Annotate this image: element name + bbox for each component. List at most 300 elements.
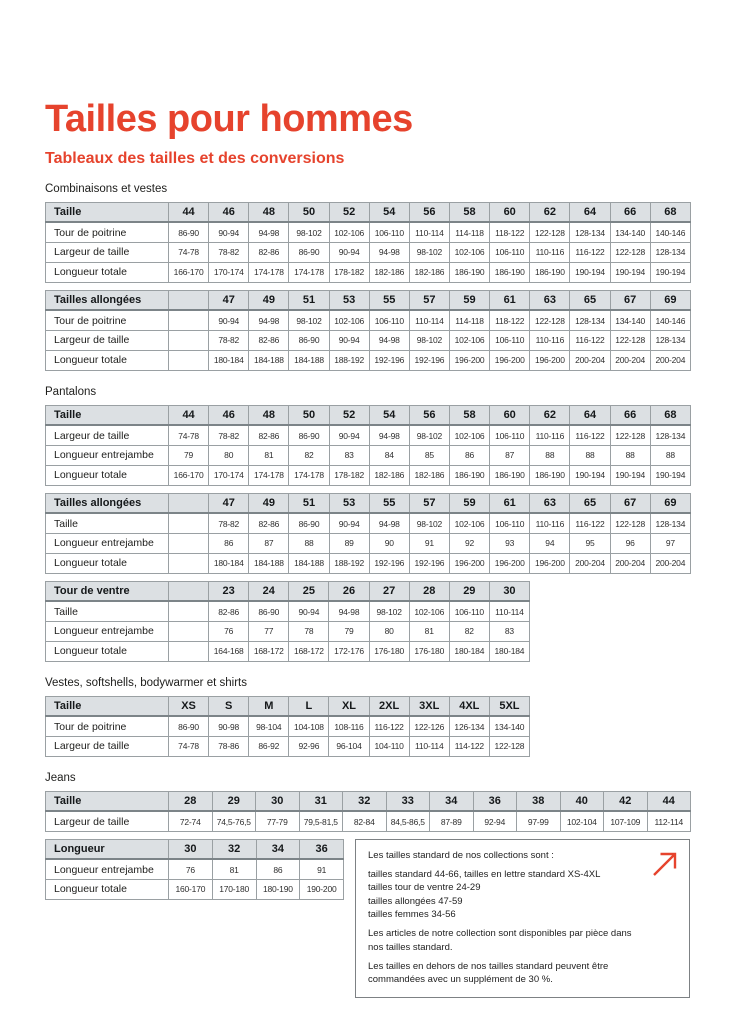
table-title-cell: Taille (46, 791, 169, 811)
value-cell: 78-82 (209, 425, 249, 445)
value-cell: 94-98 (369, 242, 409, 262)
size-header-cell: 55 (369, 493, 409, 513)
size-header-cell (169, 493, 209, 513)
header-row (46, 202, 691, 222)
bottom-row (45, 839, 691, 998)
value-cell: 190-200 (300, 879, 344, 899)
value-cell (169, 641, 209, 661)
size-header-cell: XS (169, 696, 209, 716)
value-cell: 94-98 (249, 310, 289, 330)
header-row (46, 290, 691, 310)
size-header-cell: 68 (650, 405, 690, 425)
size-header-cell: 58 (449, 405, 489, 425)
value-cell: 86-90 (289, 425, 329, 445)
size-header-cell: 56 (409, 202, 449, 222)
value-cell: 96-104 (329, 736, 369, 756)
table-row (46, 716, 530, 736)
table-combinaisons-standard (45, 202, 691, 283)
value-cell: 82-86 (249, 242, 289, 262)
value-cell: 126-134 (449, 716, 489, 736)
value-cell: 186-190 (449, 262, 489, 282)
value-cell: 90-94 (329, 330, 369, 350)
value-cell: 184-188 (289, 553, 329, 573)
value-cell: 180-184 (489, 641, 529, 661)
value-cell: 140-146 (650, 310, 690, 330)
value-cell: 176-180 (369, 641, 409, 661)
table-row (46, 811, 691, 831)
size-header-cell: 24 (249, 581, 289, 601)
value-cell: 190-194 (650, 262, 690, 282)
value-cell: 186-190 (530, 465, 570, 485)
table-title-cell: Tailles allongées (46, 493, 169, 513)
value-cell: 182-186 (409, 465, 449, 485)
size-header-cell: 63 (530, 290, 570, 310)
value-cell (169, 350, 209, 370)
value-cell: 86-90 (289, 242, 329, 262)
table-vestes-lettres (45, 696, 530, 757)
size-header-cell: 42 (604, 791, 648, 811)
size-header-cell: 34 (430, 791, 474, 811)
note-availability: Les articles de notre collection sont disponibles par pièce dans nos tailles standard. (368, 928, 632, 953)
value-cell: 106-110 (490, 513, 530, 533)
size-header-cell: 23 (209, 581, 249, 601)
value-cell: 88 (570, 445, 610, 465)
size-header-cell: 52 (329, 202, 369, 222)
value-cell: 74-78 (169, 425, 209, 445)
size-header-cell: S (209, 696, 249, 716)
value-cell: 102-106 (329, 222, 369, 242)
value-cell: 78-86 (209, 736, 249, 756)
table-row (46, 859, 344, 879)
value-cell: 184-188 (289, 350, 329, 370)
note-size-list (368, 868, 677, 921)
size-header-cell: 60 (490, 202, 530, 222)
size-header-cell: 66 (610, 405, 650, 425)
value-cell: 74,5-76,5 (212, 811, 256, 831)
size-header-cell: 62 (530, 405, 570, 425)
table-row (46, 330, 691, 350)
value-cell: 77-79 (256, 811, 300, 831)
value-cell: 90-94 (209, 222, 249, 242)
value-cell: 134-140 (610, 310, 650, 330)
row-label-cell: Largeur de taille (46, 811, 169, 831)
value-cell: 114-118 (449, 222, 489, 242)
value-cell: 92 (449, 533, 489, 553)
value-cell: 86-90 (289, 330, 329, 350)
value-cell: 190-194 (570, 262, 610, 282)
size-header-cell: 53 (329, 493, 369, 513)
size-header-cell: 55 (369, 290, 409, 310)
size-header-cell: 69 (650, 290, 690, 310)
value-cell: 128-134 (650, 242, 690, 262)
value-cell: 72-74 (169, 811, 213, 831)
table-row (46, 222, 691, 242)
value-cell: 186-190 (490, 262, 530, 282)
value-cell: 86-90 (249, 601, 289, 621)
value-cell: 81 (249, 445, 289, 465)
value-cell: 168-172 (249, 641, 289, 661)
value-cell: 196-200 (530, 350, 570, 370)
page-subtitle: Tableaux des tailles et des conversions (45, 149, 345, 167)
value-cell: 102-106 (449, 242, 489, 262)
value-cell: 94-98 (329, 601, 369, 621)
size-header-cell: 48 (249, 202, 289, 222)
size-header-cell: 4XL (449, 696, 489, 716)
value-cell: 110-116 (530, 513, 570, 533)
value-cell: 81 (212, 859, 256, 879)
size-header-cell: 28 (409, 581, 449, 601)
value-cell: 180-184 (449, 641, 489, 661)
table-row (46, 601, 530, 621)
size-header-cell: M (249, 696, 289, 716)
value-cell: 186-190 (449, 465, 489, 485)
value-cell: 102-106 (409, 601, 449, 621)
value-cell: 86-90 (289, 513, 329, 533)
value-cell: 76 (169, 859, 213, 879)
size-header-cell: 56 (409, 405, 449, 425)
value-cell: 178-182 (329, 262, 369, 282)
value-cell: 83 (489, 621, 529, 641)
size-header-cell: 29 (212, 791, 256, 811)
value-cell: 86 (449, 445, 489, 465)
row-label-cell: Largeur de taille (46, 425, 169, 445)
value-cell: 82 (289, 445, 329, 465)
value-cell: 110-116 (530, 330, 570, 350)
value-cell: 98-102 (409, 425, 449, 445)
value-cell: 200-204 (570, 350, 610, 370)
standard-sizes-note (355, 839, 690, 998)
value-cell: 196-200 (449, 553, 489, 573)
value-cell: 82-86 (249, 513, 289, 533)
value-cell: 82-86 (249, 330, 289, 350)
value-cell: 192-196 (369, 553, 409, 573)
value-cell: 166-170 (169, 465, 209, 485)
value-cell: 128-134 (650, 330, 690, 350)
value-cell: 106-110 (490, 425, 530, 445)
size-header-cell: XL (329, 696, 369, 716)
value-cell: 82-86 (209, 601, 249, 621)
value-cell: 196-200 (490, 350, 530, 370)
value-cell: 91 (409, 533, 449, 553)
value-cell: 90-98 (209, 716, 249, 736)
size-header-cell: 32 (212, 839, 256, 859)
value-cell: 90-94 (289, 601, 329, 621)
value-cell: 90-94 (329, 425, 369, 445)
size-header-cell: 2XL (369, 696, 409, 716)
table-title-cell: Taille (46, 202, 169, 222)
table-pantalons-allongees (45, 493, 691, 574)
size-header-cell: 59 (449, 493, 489, 513)
value-cell: 94 (530, 533, 570, 553)
value-cell: 90 (369, 533, 409, 553)
value-cell: 186-190 (490, 465, 530, 485)
value-cell: 94-98 (369, 513, 409, 533)
value-cell: 122-128 (610, 513, 650, 533)
size-header-cell: 30 (489, 581, 529, 601)
value-cell: 200-204 (650, 553, 690, 573)
value-cell: 96 (610, 533, 650, 553)
section-heading-combinaisons: Combinaisons et vestes (45, 182, 168, 195)
size-header-cell: 67 (610, 290, 650, 310)
size-header-cell: 54 (369, 202, 409, 222)
value-cell: 87-89 (430, 811, 474, 831)
note-line: tailles femmes 34-56 (368, 909, 456, 921)
value-cell: 174-178 (249, 262, 289, 282)
value-cell: 77 (249, 621, 289, 641)
row-label-cell: Taille (46, 601, 169, 621)
note-surcharge: Les tailles en dehors de nos tailles standard peuvent être commandées avec un supplément de 30 %. (368, 960, 609, 986)
note-line: tailles allongées 47-59 (368, 895, 463, 907)
value-cell: 200-204 (570, 553, 610, 573)
row-label-cell: Largeur de taille (46, 242, 169, 262)
value-cell: 88 (289, 533, 329, 553)
value-cell: 86 (209, 533, 249, 553)
size-header-cell: 33 (386, 791, 430, 811)
value-cell: 74-78 (169, 242, 209, 262)
value-cell: 116-122 (570, 425, 610, 445)
value-cell: 122-128 (489, 736, 529, 756)
table-title-cell: Taille (46, 696, 169, 716)
table-row (46, 425, 691, 445)
value-cell: 180-184 (209, 350, 249, 370)
size-header-cell: L (289, 696, 329, 716)
size-header-cell: 51 (289, 493, 329, 513)
value-cell: 128-134 (570, 310, 610, 330)
value-cell: 166-170 (169, 262, 209, 282)
value-cell: 122-128 (530, 222, 570, 242)
table-row (46, 879, 344, 899)
value-cell: 128-134 (650, 513, 690, 533)
size-header-cell: 46 (209, 202, 249, 222)
size-header-cell: 27 (369, 581, 409, 601)
size-header-cell: 65 (570, 493, 610, 513)
value-cell: 176-180 (409, 641, 449, 661)
size-header-cell: 29 (449, 581, 489, 601)
value-cell: 88 (650, 445, 690, 465)
value-cell: 102-104 (560, 811, 604, 831)
value-cell: 87 (490, 445, 530, 465)
value-cell: 190-194 (610, 262, 650, 282)
value-cell: 116-122 (570, 242, 610, 262)
value-cell: 110-114 (409, 310, 449, 330)
size-header-cell: 47 (209, 290, 249, 310)
size-header-cell: 49 (249, 493, 289, 513)
value-cell: 95 (570, 533, 610, 553)
value-cell: 182-186 (369, 465, 409, 485)
size-header-cell: 30 (169, 839, 213, 859)
value-cell: 98-102 (409, 513, 449, 533)
value-cell: 98-102 (289, 310, 329, 330)
value-cell: 164-168 (209, 641, 249, 661)
value-cell: 172-176 (329, 641, 369, 661)
value-cell: 106-110 (369, 310, 409, 330)
value-cell: 190-194 (610, 465, 650, 485)
value-cell: 79,5-81,5 (299, 811, 343, 831)
table-row (46, 310, 691, 330)
value-cell: 116-122 (570, 513, 610, 533)
value-cell: 116-122 (369, 716, 409, 736)
value-cell: 106-110 (490, 330, 530, 350)
value-cell: 174-178 (289, 262, 329, 282)
table-title-cell: Taille (46, 405, 169, 425)
table-pantalons-standard (45, 405, 691, 486)
value-cell: 182-186 (409, 262, 449, 282)
value-cell: 196-200 (530, 553, 570, 573)
value-cell: 110-114 (489, 601, 529, 621)
value-cell: 84 (369, 445, 409, 465)
value-cell: 86 (256, 859, 300, 879)
size-header-cell: 61 (490, 290, 530, 310)
table-row (46, 465, 691, 485)
value-cell: 79 (169, 445, 209, 465)
value-cell: 87 (249, 533, 289, 553)
value-cell: 170-180 (212, 879, 256, 899)
value-cell: 134-140 (610, 222, 650, 242)
value-cell: 174-178 (249, 465, 289, 485)
size-header-cell: 49 (249, 290, 289, 310)
value-cell: 102-106 (449, 513, 489, 533)
size-header-cell: 44 (647, 791, 691, 811)
value-cell: 200-204 (610, 553, 650, 573)
value-cell: 192-196 (369, 350, 409, 370)
size-header-cell: 57 (409, 493, 449, 513)
value-cell: 102-106 (449, 330, 489, 350)
value-cell: 98-102 (369, 601, 409, 621)
size-header-cell: 36 (473, 791, 517, 811)
size-header-cell: 48 (249, 405, 289, 425)
size-header-cell: 68 (650, 202, 690, 222)
size-header-cell: 54 (369, 405, 409, 425)
value-cell (169, 553, 209, 573)
table-jeans-longueur (45, 839, 344, 900)
size-header-cell: 30 (256, 791, 300, 811)
value-cell: 170-174 (209, 465, 249, 485)
value-cell: 168-172 (289, 641, 329, 661)
row-label-cell: Longueur totale (46, 641, 169, 661)
size-header-cell: 36 (300, 839, 344, 859)
value-cell: 94-98 (369, 425, 409, 445)
value-cell: 82-84 (343, 811, 387, 831)
size-header-cell: 61 (490, 493, 530, 513)
value-cell: 98-102 (289, 222, 329, 242)
table-combinaisons-allongees (45, 290, 691, 371)
value-cell: 88 (530, 445, 570, 465)
value-cell: 92-94 (473, 811, 517, 831)
size-header-cell: 25 (289, 581, 329, 601)
size-header-cell: 64 (570, 405, 610, 425)
size-header-cell: 38 (517, 791, 561, 811)
table-row (46, 350, 691, 370)
size-header-cell: 47 (209, 493, 249, 513)
value-cell: 180-184 (209, 553, 249, 573)
value-cell: 78-82 (209, 513, 249, 533)
value-cell: 192-196 (409, 350, 449, 370)
value-cell: 88 (610, 445, 650, 465)
value-cell: 86-92 (249, 736, 289, 756)
row-label-cell: Longueur totale (46, 553, 169, 573)
size-header-cell: 44 (169, 202, 209, 222)
table-title-cell: Longueur (46, 839, 169, 859)
value-cell: 97-99 (517, 811, 561, 831)
value-cell: 134-140 (489, 716, 529, 736)
size-header-cell: 46 (209, 405, 249, 425)
size-header-cell: 26 (329, 581, 369, 601)
header-row (46, 581, 530, 601)
value-cell: 83 (329, 445, 369, 465)
row-label-cell: Taille (46, 513, 169, 533)
size-header-cell: 32 (343, 791, 387, 811)
value-cell (169, 513, 209, 533)
table-row (46, 736, 530, 756)
section-heading-pantalons: Pantalons (45, 385, 97, 398)
size-header-cell: 63 (530, 493, 570, 513)
row-label-cell: Tour de poitrine (46, 222, 169, 242)
value-cell: 78 (289, 621, 329, 641)
row-label-cell: Tour de poitrine (46, 310, 169, 330)
header-row (46, 696, 530, 716)
value-cell: 184-188 (249, 350, 289, 370)
value-cell: 174-178 (289, 465, 329, 485)
table-pantalons-tour-de-ventre (45, 581, 530, 662)
value-cell: 76 (209, 621, 249, 641)
table-jeans-taille (45, 791, 691, 832)
value-cell: 86-90 (169, 716, 209, 736)
value-cell (169, 533, 209, 553)
value-cell: 110-114 (409, 736, 449, 756)
value-cell: 140-146 (650, 222, 690, 242)
size-header-cell: 52 (329, 405, 369, 425)
header-row (46, 493, 691, 513)
value-cell: 192-196 (409, 553, 449, 573)
value-cell: 97 (650, 533, 690, 553)
size-header-cell: 44 (169, 405, 209, 425)
row-label-cell: Longueur entrejambe (46, 621, 169, 641)
value-cell: 114-118 (449, 310, 489, 330)
value-cell: 86-90 (169, 222, 209, 242)
table-row (46, 641, 530, 661)
value-cell: 102-106 (329, 310, 369, 330)
note-line: tailles tour de ventre 24-29 (368, 882, 481, 894)
value-cell: 93 (490, 533, 530, 553)
value-cell: 180-190 (256, 879, 300, 899)
value-cell: 104-110 (369, 736, 409, 756)
value-cell: 81 (409, 621, 449, 641)
value-cell: 82 (449, 621, 489, 641)
value-cell: 184-188 (249, 553, 289, 573)
value-cell: 186-190 (530, 262, 570, 282)
value-cell: 110-116 (530, 425, 570, 445)
value-cell: 190-194 (570, 465, 610, 485)
size-header-cell: 65 (570, 290, 610, 310)
table-row (46, 533, 691, 553)
value-cell: 128-134 (650, 425, 690, 445)
value-cell: 122-128 (610, 242, 650, 262)
row-label-cell: Largeur de taille (46, 330, 169, 350)
value-cell: 85 (409, 445, 449, 465)
value-cell: 108-116 (329, 716, 369, 736)
value-cell: 106-110 (490, 242, 530, 262)
value-cell: 122-128 (530, 310, 570, 330)
value-cell: 98-102 (409, 242, 449, 262)
size-header-cell: 53 (329, 290, 369, 310)
size-header-cell: 50 (289, 405, 329, 425)
row-label-cell: Longueur entrejambe (46, 533, 169, 553)
value-cell: 122-128 (610, 330, 650, 350)
value-cell: 118-122 (490, 222, 530, 242)
value-cell: 122-126 (409, 716, 449, 736)
value-cell: 84,5-86,5 (386, 811, 430, 831)
value-cell: 200-204 (610, 350, 650, 370)
